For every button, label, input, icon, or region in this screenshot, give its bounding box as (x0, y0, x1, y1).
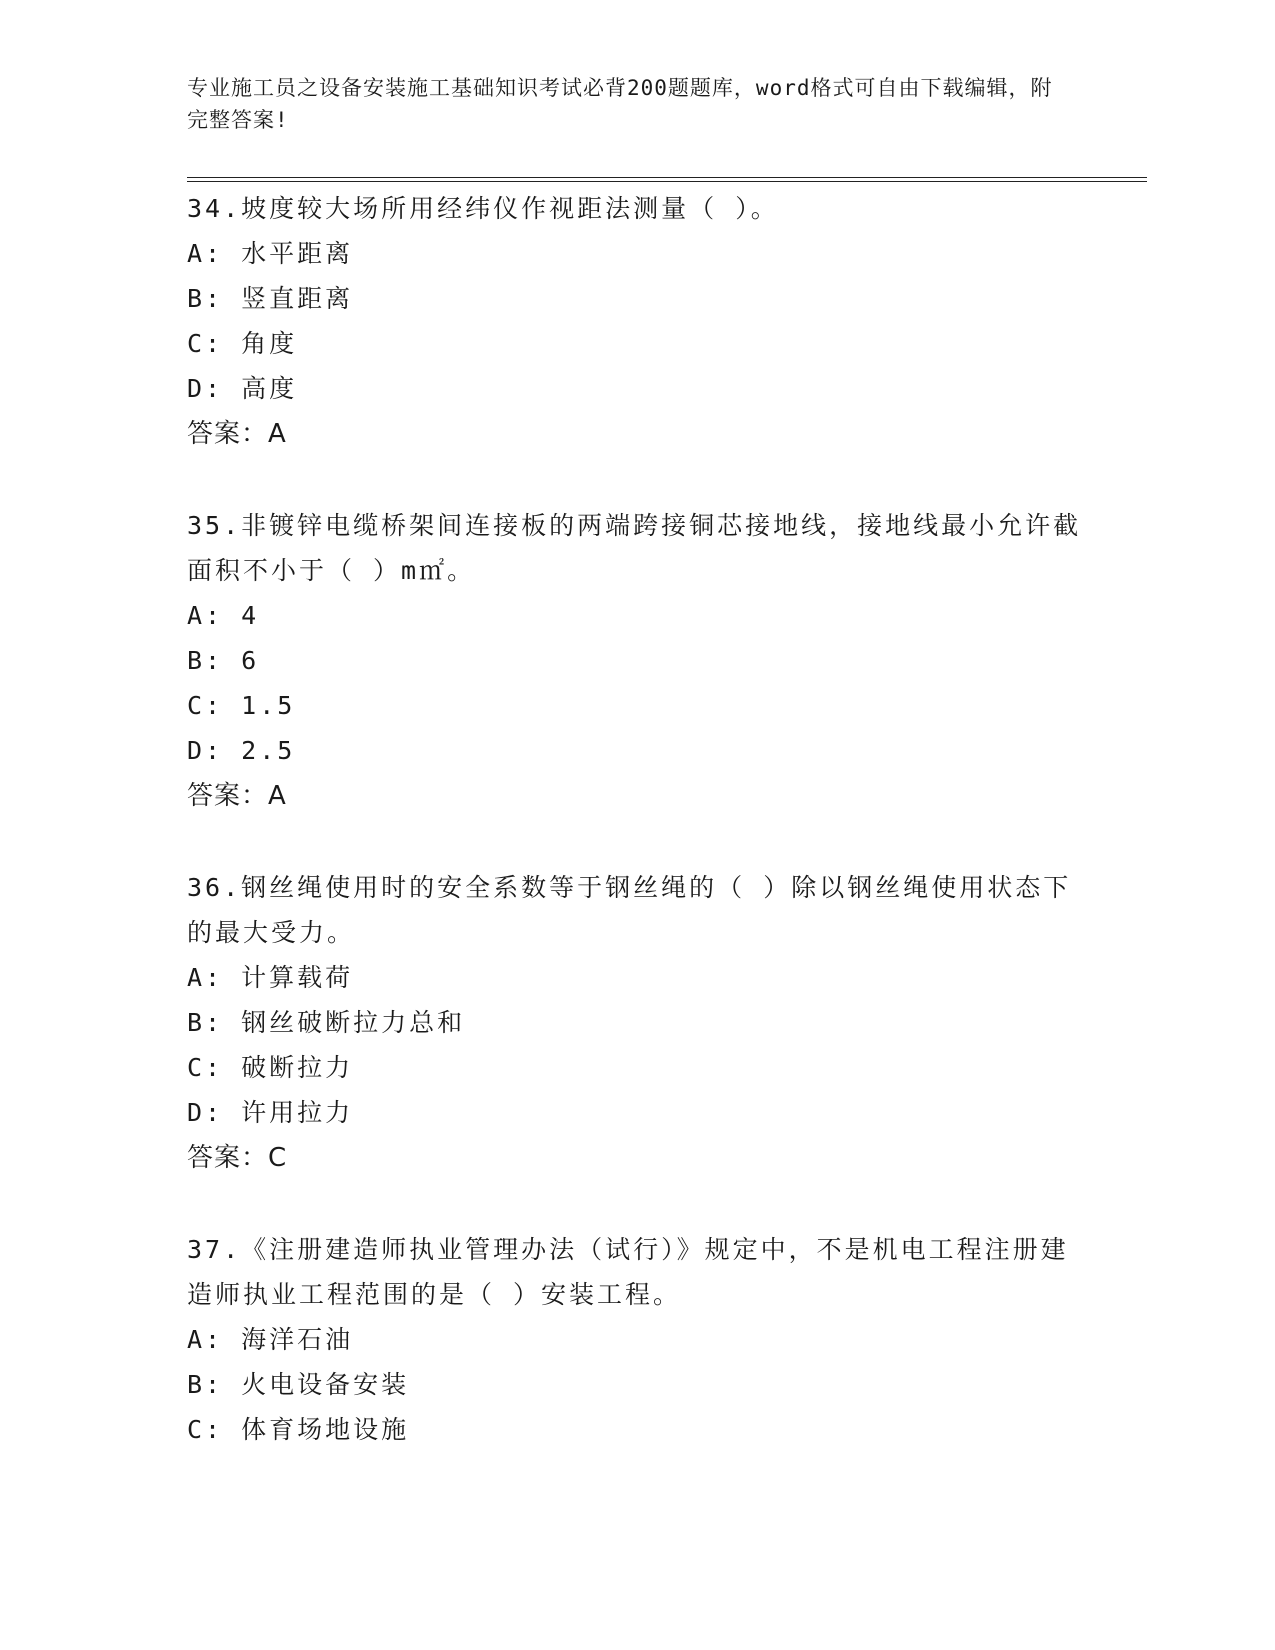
header-divider (187, 177, 1147, 182)
answer-line: 答案：A (187, 419, 287, 449)
option-a: A: 计算载荷 (187, 963, 354, 992)
question-36 (187, 865, 1087, 1181)
option-a: A: 水平距离 (187, 239, 354, 268)
option-d: D: 许用拉力 (187, 1098, 354, 1127)
option-b: B: 火电设备安装 (187, 1370, 410, 1399)
question-34 (187, 186, 1087, 457)
document-header (187, 72, 1067, 136)
option-c: C: 角度 (187, 329, 298, 358)
question-stem: 37.《注册建造师执业管理办法（试行）》规定中，不是机电工程注册建造师执业工程范围的是（ ）安装工程。 (187, 1235, 1069, 1309)
option-d: D: 高度 (187, 374, 298, 403)
option-c: C: 体育场地设施 (187, 1415, 410, 1444)
answer-line: 答案：C (187, 1143, 288, 1173)
option-c: C: 1.5 (187, 691, 296, 720)
question-stem: 34.坡度较大场所用经纬仪作视距法测量（ ）。 (187, 194, 779, 223)
header-title: 专业施工员之设备安装施工基础知识考试必背200题题库，word格式可自由下载编辑，附完整答案! (187, 76, 1053, 132)
option-a: A: 海洋石油 (187, 1325, 354, 1354)
question-list (187, 186, 1087, 1498)
question-37 (187, 1227, 1087, 1452)
option-b: B: 6 (187, 646, 260, 675)
question-stem: 36.钢丝绳使用时的安全系数等于钢丝绳的（ ）除以钢丝绳使用状态下的最大受力。 (187, 873, 1072, 947)
answer-line: 答案：A (187, 781, 287, 811)
question-stem: 35.非镀锌电缆桥架间连接板的两端跨接铜芯接地线，接地线最小允许截面积不小于（ ）m㎡。 (187, 511, 1082, 585)
option-d: D: 2.5 (187, 736, 296, 765)
option-b: B: 钢丝破断拉力总和 (187, 1008, 466, 1037)
option-b: B: 竖直距离 (187, 284, 354, 313)
option-a: A: 4 (187, 601, 260, 630)
question-35 (187, 503, 1087, 819)
option-c: C: 破断拉力 (187, 1053, 354, 1082)
